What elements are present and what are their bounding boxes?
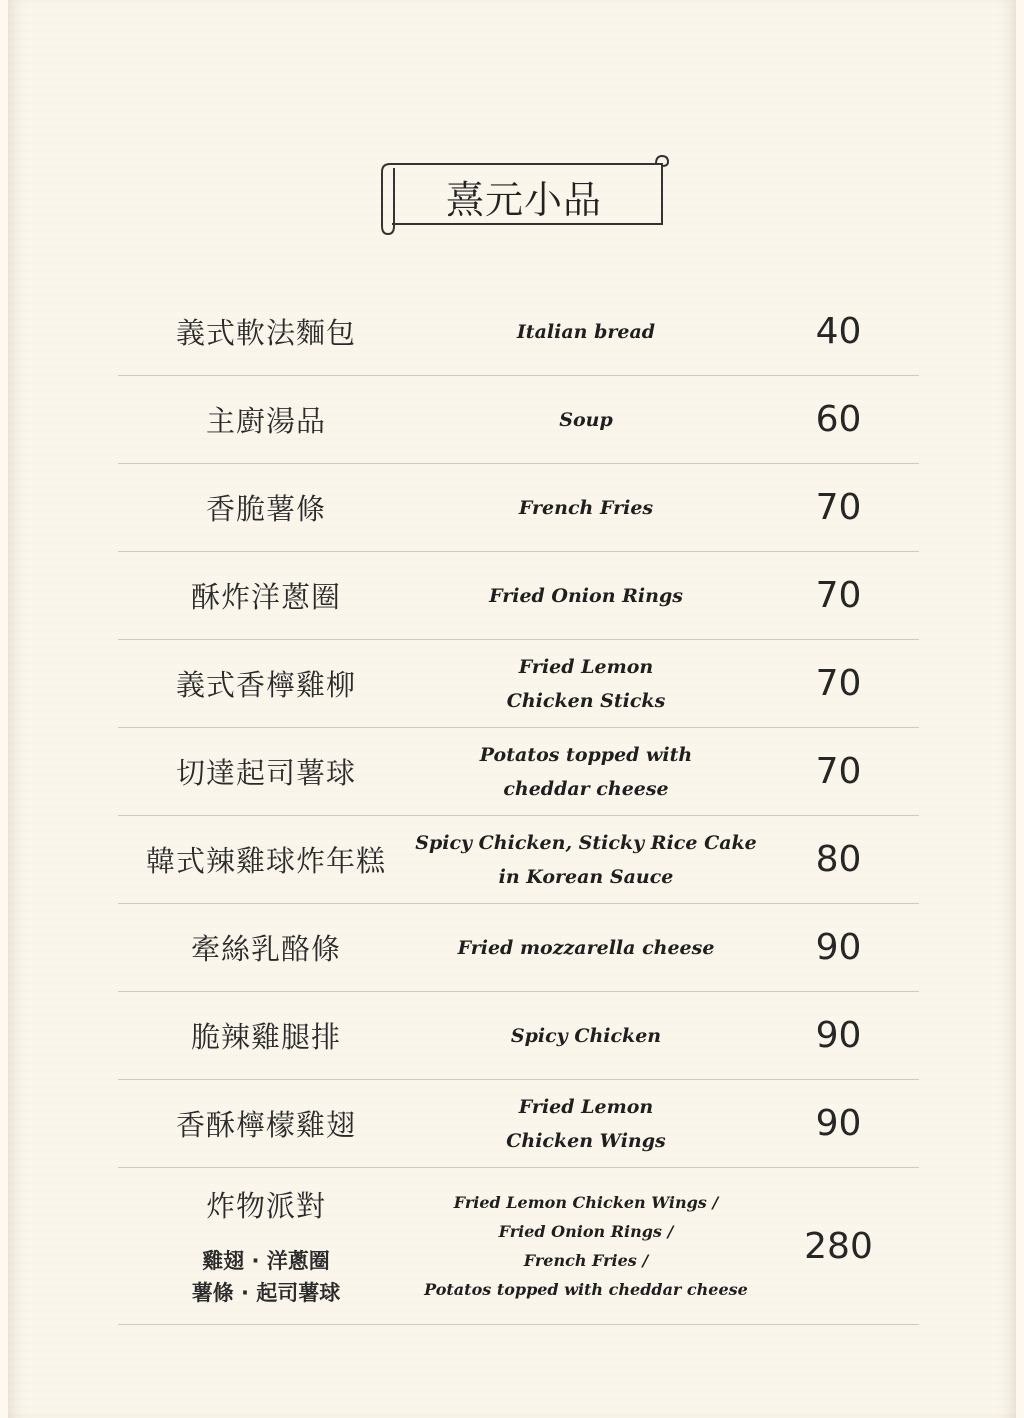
- item-name-en-line: cheddar cheese: [503, 777, 669, 800]
- item-price: 40: [815, 311, 862, 352]
- menu-row: [118, 816, 919, 904]
- item-name-en: [414, 904, 758, 991]
- page-title: 熹元小品: [445, 177, 602, 222]
- item-name-en-line: Fried Onion Rings: [489, 584, 683, 607]
- item-name-en: [414, 376, 758, 463]
- item-name-en: [414, 464, 758, 551]
- item-name-en: [414, 1080, 758, 1167]
- item-name-en-line: Spicy Chicken: [510, 1024, 662, 1047]
- menu-row: [118, 1080, 919, 1168]
- menu-row: [118, 992, 919, 1080]
- combo-en-line: Potatos topped with cheddar cheese: [424, 1280, 748, 1299]
- item-name-en-line: Fried mozzarella cheese: [457, 936, 715, 959]
- combo-en-line: Fried Lemon Chicken Wings /: [453, 1193, 719, 1212]
- combo-subitems: 雞翅 · 洋蔥圈: [202, 1248, 330, 1273]
- item-name-zh: 酥炸洋蔥圈: [190, 580, 341, 614]
- item-name-en: [414, 552, 758, 639]
- menu-row: [118, 464, 919, 552]
- combo-en-line: Fried Onion Rings /: [498, 1222, 674, 1241]
- item-name-en: [414, 728, 758, 815]
- item-name-en-line: French Fries: [518, 496, 654, 519]
- item-name-en-line: Italian bread: [516, 320, 656, 343]
- item-price: 90: [815, 1103, 862, 1144]
- menu-row: [118, 640, 919, 728]
- item-name-en-line: Fried Lemon: [518, 655, 654, 678]
- item-name-en-line: Potatos topped with: [479, 743, 693, 766]
- item-name-zh: 切達起司薯球: [175, 756, 356, 790]
- item-name-en: [414, 288, 758, 375]
- item-name-en: [414, 992, 758, 1079]
- combo-row: [118, 1168, 919, 1325]
- item-name-en: [414, 816, 758, 903]
- item-name-zh: 牽絲乳酪條: [190, 932, 341, 966]
- item-name-zh: 香脆薯條: [205, 492, 326, 526]
- menu-row: [118, 288, 919, 376]
- item-name-zh: 韓式辣雞球炸年糕: [145, 844, 386, 878]
- menu-list: [118, 288, 919, 1325]
- menu-row: [118, 904, 919, 992]
- menu-row: [118, 728, 919, 816]
- menu-row: [118, 376, 919, 464]
- item-price: 90: [815, 1015, 862, 1056]
- combo-price: 280: [804, 1225, 873, 1267]
- item-name-en-line: Soup: [559, 408, 613, 431]
- item-name-en-line: Chicken Wings: [506, 1129, 666, 1152]
- item-price: 70: [815, 663, 862, 704]
- item-name-en: [414, 640, 758, 727]
- item-price: 60: [815, 399, 862, 440]
- combo-name-en: [414, 1168, 758, 1324]
- item-price: 70: [815, 487, 862, 528]
- item-price: 90: [815, 927, 862, 968]
- title-scroll-banner: [378, 154, 670, 236]
- item-price: 70: [815, 575, 862, 616]
- item-name-zh: 脆辣雞腿排: [190, 1020, 341, 1054]
- combo-name-zh: [118, 1168, 414, 1324]
- item-name-zh: 主廚湯品: [205, 404, 326, 438]
- combo-title: 炸物派對: [205, 1188, 326, 1223]
- menu-row: [118, 552, 919, 640]
- item-name-zh: 義式香檸雞柳: [175, 668, 356, 702]
- item-name-zh: 義式軟法麵包: [175, 316, 356, 350]
- combo-subitems: 薯條 · 起司薯球: [191, 1280, 341, 1305]
- item-name-en-line: Fried Lemon: [518, 1095, 654, 1118]
- item-name-en-line: Chicken Sticks: [506, 689, 666, 712]
- combo-en-line: French Fries /: [523, 1251, 649, 1270]
- item-price: 70: [815, 751, 862, 792]
- item-name-en-line: in Korean Sauce: [498, 865, 674, 888]
- item-name-zh: 香酥檸檬雞翅: [175, 1108, 356, 1142]
- item-name-en-line: Spicy Chicken, Sticky Rice Cake: [415, 831, 757, 854]
- item-price: 80: [815, 839, 862, 880]
